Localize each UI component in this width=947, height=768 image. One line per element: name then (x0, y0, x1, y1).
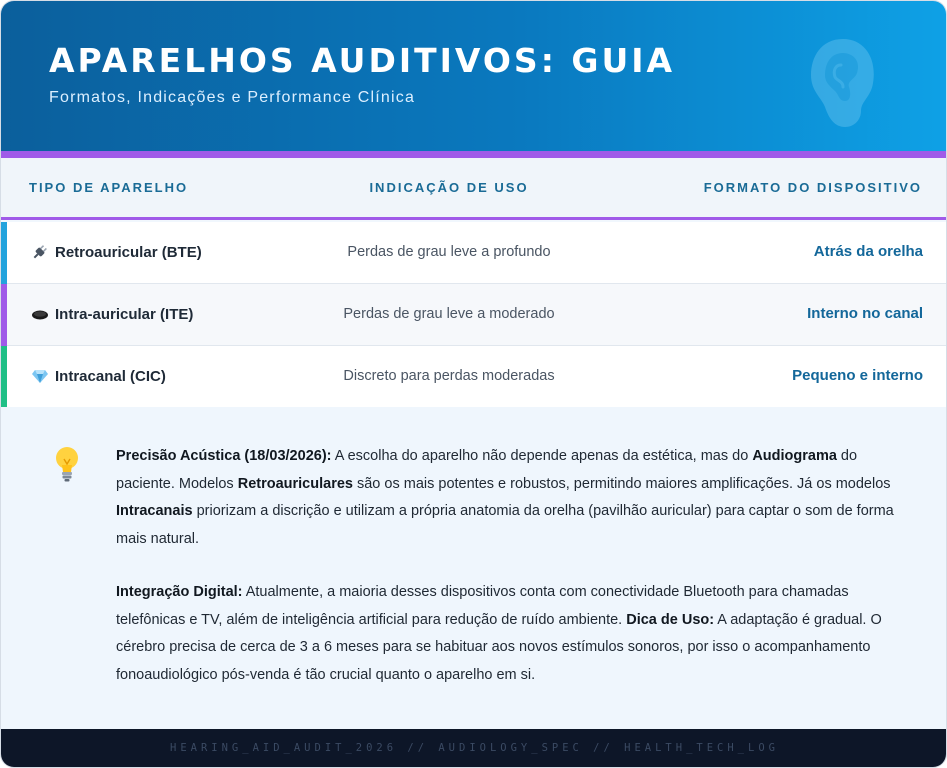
footer-bar (1, 729, 947, 768)
column-header-type: TIPO DE APARELHO (29, 180, 189, 195)
lightbulb-icon (53, 445, 81, 483)
table-row (1, 222, 947, 284)
indication-cell: Perdas de grau leve a profundo (347, 244, 551, 260)
table-header (1, 158, 947, 220)
table-row (1, 284, 947, 346)
device-type-label: Retroauricular (BTE) (55, 243, 202, 261)
format-cell: Pequeno e interno (792, 367, 923, 384)
header-banner (1, 1, 947, 151)
notes-panel (1, 407, 947, 729)
table-row (1, 346, 947, 408)
note-paragraph-digital: Integração Digital: Atualmente, a maioria desses dispositivos conta com conectividade Bluetooth para chamadas telefônicas e TV, além de inteligência artificial para redução de ruído ambiente. Dica de Uso: A adaptação é gradual. O cérebro precisa de cerca de 3 a 6 meses para se habituar aos novos estímulos sonoros, por isso o acompanhamento fonoaudiológico pós-venda é tão crucial quanto o aparelho em si. (116, 584, 882, 683)
note-paragraph-precision: Precisão Acústica (18/03/2026): A escolha do aparelho não depende apenas da estética, mas do Audiograma do paciente. Modelos Retroauriculares são os mais potentes e robustos, permitindo maiores amplificações. Já os modelos Intracanais priorizam a discrição e utilizam a própria anatomia da orelha (pavilhão auricular) para captar o som de forma mais natural. (116, 448, 894, 547)
indication-cell: Perdas de grau leve a moderado (343, 306, 555, 322)
ear-icon (807, 35, 879, 131)
page-subtitle: Formatos, Indicações e Performance Clínica (49, 89, 416, 106)
column-header-format: FORMATO DO DISPOSITIVO (703, 180, 922, 195)
indication-cell: Discreto para perdas moderadas (343, 368, 555, 384)
column-header-indication: INDICAÇÃO DE USO (369, 180, 529, 195)
accent-bar (1, 151, 947, 158)
device-type-label: Intra-auricular (ITE) (55, 305, 194, 323)
format-cell: Atrás da orelha (813, 243, 923, 260)
footer-text: HEARING_AID_AUDIT_2026 // AUDIOLOGY_SPEC // HEALTH_TECH_LOG (170, 742, 779, 754)
device-type-label: Intracanal (CIC) (55, 367, 166, 385)
format-cell: Interno no canal (807, 305, 923, 322)
page-title: APARELHOS AUDITIVOS: GUIA (49, 41, 676, 80)
